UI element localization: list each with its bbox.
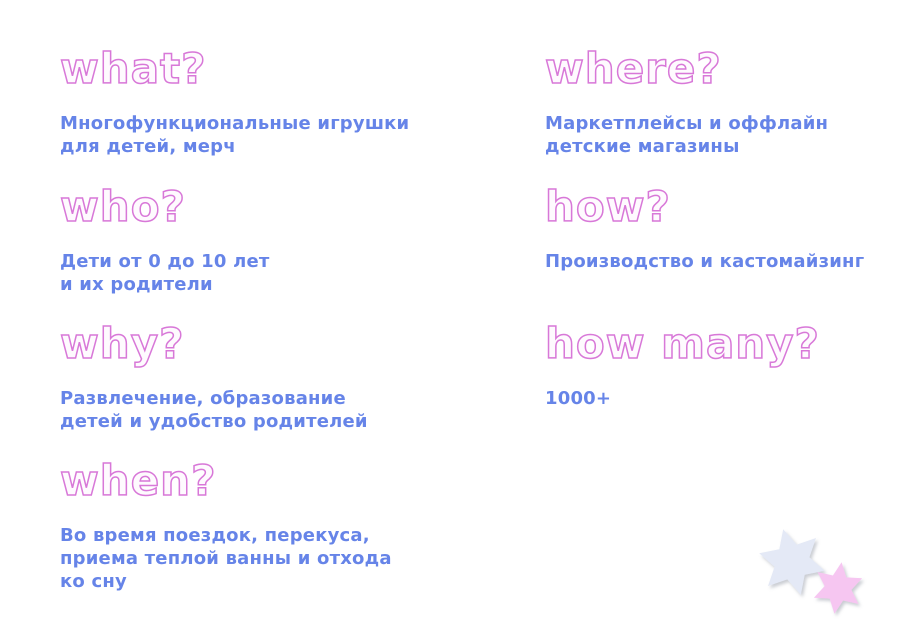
blue-star-icon <box>759 529 825 595</box>
answer-who <box>60 250 500 296</box>
answer-where <box>545 112 900 158</box>
answer-line: ко сну <box>60 571 127 592</box>
question-heading-who: who? <box>60 182 186 231</box>
section-where <box>545 46 900 158</box>
answer-line: приема теплой ванны и отхода <box>60 548 392 569</box>
answer-line: для детей, мерч <box>60 136 236 157</box>
answer-line: Многофункциональные игрушки <box>60 113 410 134</box>
question-heading-when: when? <box>60 456 217 505</box>
section-who <box>60 184 500 296</box>
question-heading-how: how? <box>545 182 671 231</box>
answer-why <box>60 387 500 433</box>
answer-how <box>545 250 900 273</box>
answer-line: Во время поездок, перекуса, <box>60 525 370 546</box>
section-how-many <box>545 321 900 410</box>
answer-when <box>60 524 500 593</box>
answer-how-many <box>545 387 900 410</box>
question-heading-how-many: how many? <box>545 319 820 368</box>
answer-line: Дети от 0 до 10 лет <box>60 251 270 272</box>
answer-line: Производство и кастомайзинг <box>545 251 865 272</box>
answer-line: детей и удобство родителей <box>60 411 368 432</box>
section-how <box>545 184 900 273</box>
answer-line: и их родители <box>60 274 213 295</box>
answer-line: детские магазины <box>545 136 740 157</box>
section-when <box>60 458 500 593</box>
decor-stars <box>715 505 885 630</box>
section-why <box>60 321 500 433</box>
answer-line: 1000+ <box>545 388 612 409</box>
answer-what <box>60 112 500 158</box>
section-what <box>60 46 500 158</box>
question-heading-what: what? <box>60 44 207 93</box>
question-heading-where: where? <box>545 44 722 93</box>
answer-line: Маркетплейсы и оффлайн <box>545 113 829 134</box>
answer-line: Развлечение, образование <box>60 388 346 409</box>
question-heading-why: why? <box>60 319 185 368</box>
